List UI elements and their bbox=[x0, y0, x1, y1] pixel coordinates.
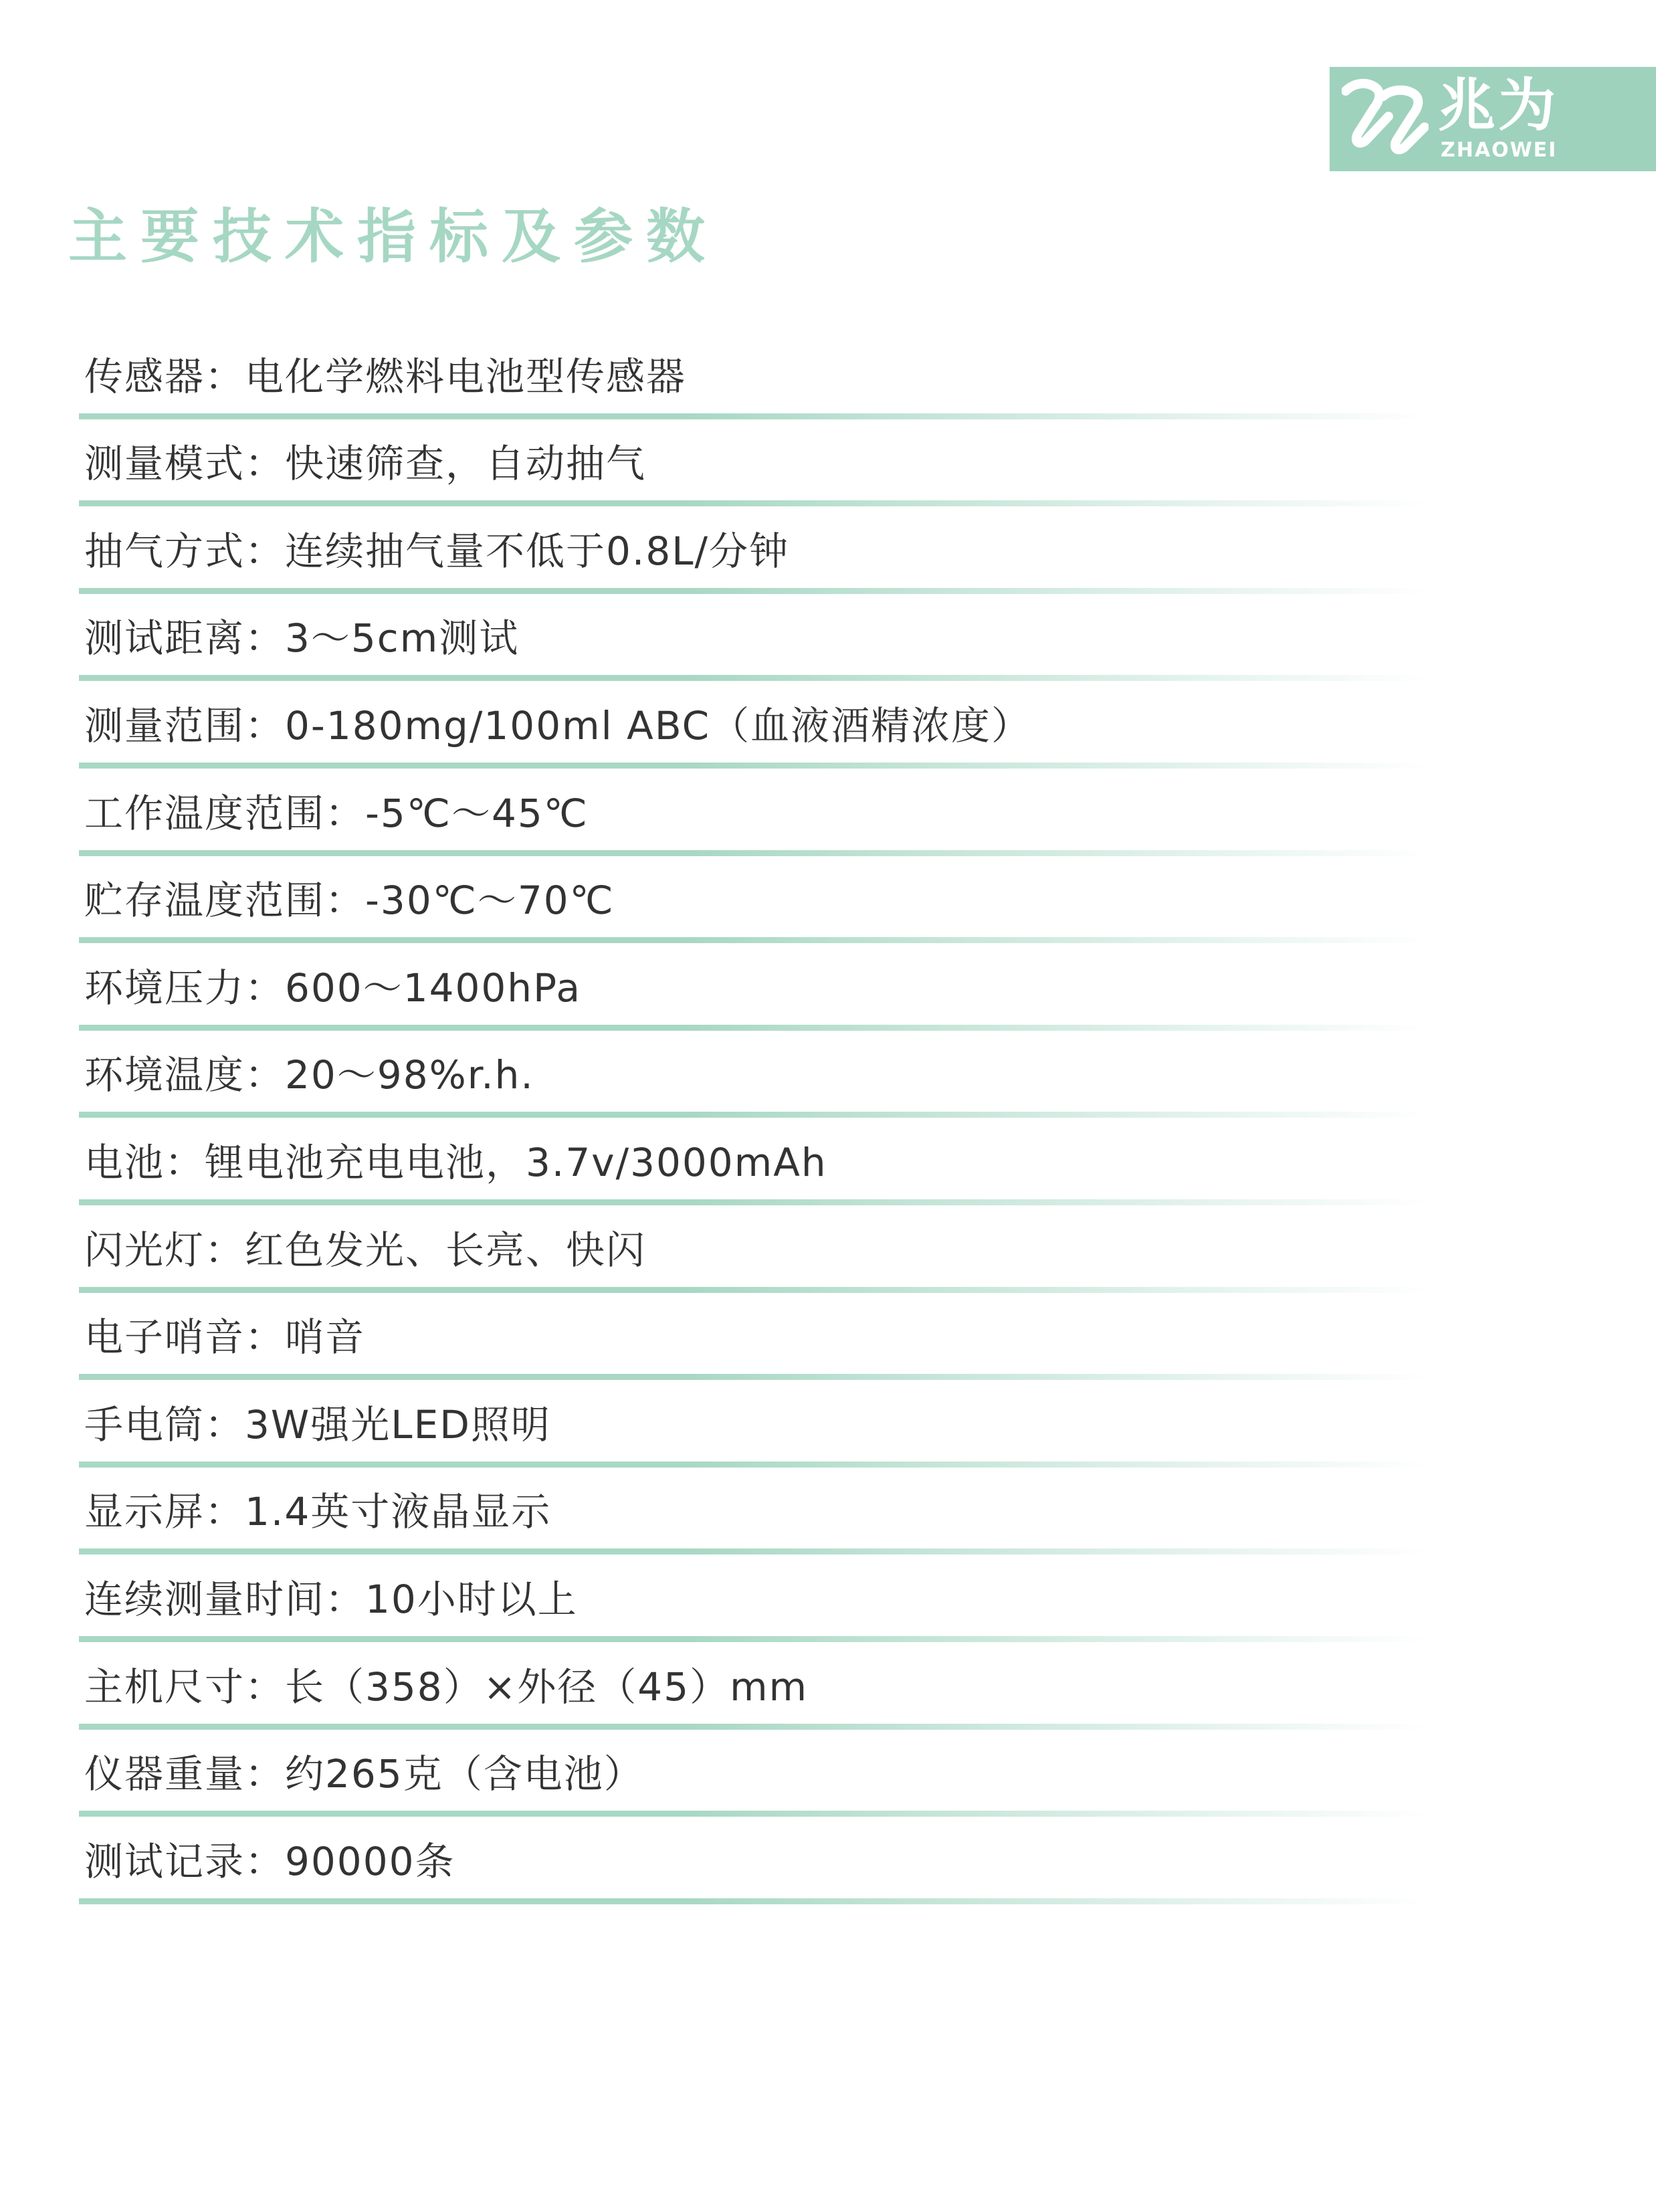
spec-text: 抽气方式：连续抽气量不低于0.8L/分钟 bbox=[84, 528, 790, 574]
row-divider bbox=[79, 675, 1430, 681]
row-divider bbox=[79, 1287, 1430, 1293]
spec-row-ambient-humidity bbox=[0, 1031, 1656, 1118]
brand-logo bbox=[1330, 67, 1656, 171]
spec-text: 环境压力：600～1400hPa bbox=[84, 965, 581, 1011]
spec-text: 仪器重量：约265克（含电池） bbox=[84, 1751, 644, 1797]
spec-list bbox=[0, 332, 1656, 1904]
spec-text: 测量范围：0-180mg/100ml ABC（血液酒精浓度） bbox=[84, 702, 1032, 748]
spec-text: 贮存温度范围：-30℃～70℃ bbox=[84, 878, 615, 924]
row-divider bbox=[79, 1636, 1430, 1642]
spec-row-weight bbox=[0, 1730, 1656, 1817]
spec-text: 连续测量时间：10小时以上 bbox=[84, 1576, 578, 1622]
row-divider bbox=[79, 850, 1430, 856]
spec-row-flashlight bbox=[0, 1380, 1656, 1468]
spec-row-ambient-pressure bbox=[0, 943, 1656, 1031]
page-title: 主要技术指标及参数 bbox=[68, 202, 719, 271]
row-divider bbox=[79, 1462, 1430, 1468]
spec-row-whistle bbox=[0, 1293, 1656, 1381]
row-divider bbox=[79, 1025, 1430, 1031]
row-divider bbox=[79, 1811, 1430, 1817]
spec-row-measure-mode bbox=[0, 419, 1656, 507]
spec-text: 环境温度：20～98%r.h. bbox=[84, 1052, 534, 1098]
spec-row-pump-mode bbox=[0, 506, 1656, 594]
spec-row-test-distance bbox=[0, 594, 1656, 682]
spec-text: 测试记录：90000条 bbox=[84, 1838, 455, 1884]
row-divider bbox=[79, 1374, 1430, 1380]
spec-text: 电子哨音：哨音 bbox=[84, 1314, 366, 1361]
spec-text: 传感器：电化学燃料电池型传感器 bbox=[84, 353, 687, 399]
spec-row-display bbox=[0, 1468, 1656, 1555]
spec-row-measure-range bbox=[0, 681, 1656, 769]
spec-text: 闪光灯：红色发光、长亮、快闪 bbox=[84, 1227, 647, 1273]
row-divider bbox=[79, 937, 1430, 943]
spec-text: 电池：锂电池充电电池，3.7v/3000mAh bbox=[84, 1139, 827, 1185]
spec-text: 测量模式：快速筛查，自动抽气 bbox=[84, 441, 647, 487]
spec-row-sensor bbox=[0, 332, 1656, 419]
row-divider bbox=[79, 1898, 1430, 1904]
row-divider bbox=[79, 413, 1430, 419]
row-divider bbox=[79, 1548, 1430, 1554]
row-divider bbox=[79, 763, 1430, 769]
spec-row-storage-temp bbox=[0, 856, 1656, 944]
spec-text: 测试距离：3～5cm测试 bbox=[84, 615, 520, 662]
spec-text: 工作温度范围：-5℃～45℃ bbox=[84, 790, 589, 836]
row-divider bbox=[79, 1199, 1430, 1205]
zw-logo-mark-icon bbox=[1342, 76, 1429, 162]
spec-row-operating-temp bbox=[0, 769, 1656, 856]
spec-text: 主机尺寸：长（358）×外径（45）mm bbox=[84, 1664, 809, 1710]
row-divider bbox=[79, 588, 1430, 594]
spec-row-dimensions bbox=[0, 1642, 1656, 1730]
spec-row-battery bbox=[0, 1118, 1656, 1205]
logo-name-en: ZHAOWEI bbox=[1441, 138, 1558, 162]
row-divider bbox=[79, 500, 1430, 506]
logo-name-cn: 兆为 bbox=[1438, 72, 1558, 139]
row-divider bbox=[79, 1112, 1430, 1118]
row-divider bbox=[79, 1724, 1430, 1730]
spec-text: 显示屏：1.4英寸液晶显示 bbox=[84, 1489, 552, 1535]
spec-row-test-records bbox=[0, 1817, 1656, 1904]
spec-row-runtime bbox=[0, 1554, 1656, 1642]
spec-row-flash-light bbox=[0, 1205, 1656, 1293]
spec-text: 手电筒：3W强光LED照明 bbox=[84, 1401, 551, 1447]
